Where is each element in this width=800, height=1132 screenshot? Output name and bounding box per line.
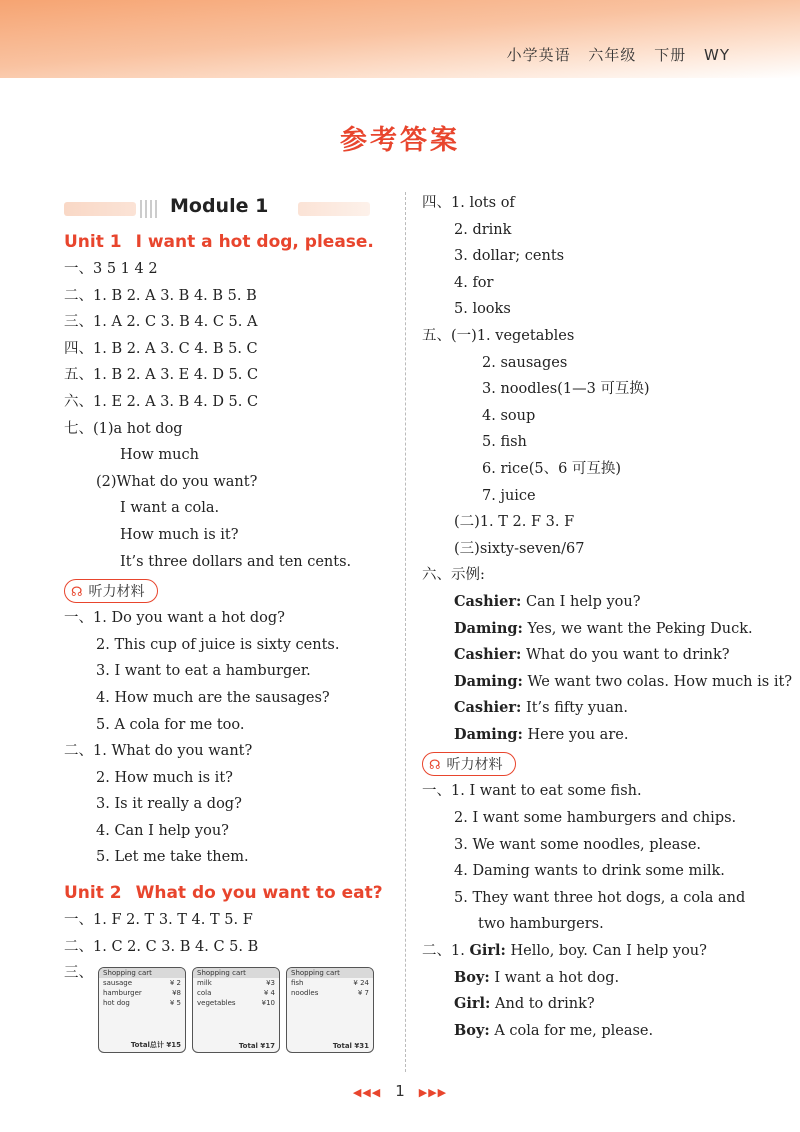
listening-line: 2. This cup of juice is sixty cents. [96, 636, 340, 653]
listening-line: 2. I want some hamburgers and chips. [454, 810, 737, 827]
answer-line: 3. dollar; cents [454, 248, 565, 265]
answer-line: 3. noodles(1—3 可互换) [482, 381, 650, 398]
dialog-line: Cashier: It’s fifty yuan. [454, 699, 628, 717]
left-arrows-icon: ◀◀◀ [352, 1086, 382, 1099]
answer-line: 5. looks [454, 301, 511, 318]
unit2-title: Unit 2 What do you want to eat? [64, 883, 383, 904]
dialog-line: Cashier: What do you want to drink? [454, 646, 730, 664]
listening-line: 5. They want three hot dogs, a cola and [454, 889, 746, 906]
headphones-icon: ☊ [71, 585, 83, 601]
answer-line: 2. drink [454, 221, 512, 238]
column-divider [405, 192, 406, 1072]
answer-line: 二、1. B 2. A 3. B 4. B 5. B [64, 287, 257, 304]
answer-line: 六、1. E 2. A 3. B 4. D 5. C [64, 393, 259, 410]
answer-line: 四、1. lots of [422, 195, 515, 211]
answer-line: 七、(1)a hot dog [64, 420, 183, 437]
answer-line: 三、1. A 2. C 3. B 4. C 5. A [64, 314, 258, 331]
answer-line: 五、1. B 2. A 3. E 4. D 5. C [64, 367, 259, 384]
shopping-carts [98, 967, 394, 1053]
answer-line: 4. for [454, 274, 494, 291]
answer-line: (三)sixty-seven/67 [454, 540, 585, 557]
listening-tag: ☊ 听力材料 [64, 579, 158, 603]
listening-line: 二、1. What do you want? [64, 743, 253, 760]
term: 下册 [654, 46, 687, 64]
answer-line: How much [120, 447, 199, 464]
answer-line: I want a cola. [120, 500, 220, 517]
shopping-cart-card: Shopping cart fish ¥ 24 noodles ¥ 7 Total ¥31 [286, 967, 374, 1053]
answer-line: 二、1. C 2. C 3. B 4. C 5. B [64, 938, 259, 955]
listening-line: 3. Is it really a dog? [96, 796, 242, 813]
dialog-line: Daming: We want two colas. How much is it? [454, 672, 793, 690]
listening-line: 4. How much are the sausages? [96, 689, 330, 706]
listening-line: 3. We want some noodles, please. [454, 836, 702, 853]
listening-line: 一、1. Do you want a hot dog? [64, 610, 285, 627]
module-name: Module 1 [170, 195, 269, 217]
header-info [495, 44, 730, 65]
module-heading [64, 190, 394, 228]
answer-line: 6. rice(5、6 可互换) [482, 460, 622, 477]
answer-line: 5. fish [482, 434, 527, 451]
unit1-title: Unit 1 I want a hot dog, please. [64, 232, 374, 252]
listening-line: two hamburgers. [478, 916, 604, 933]
answer-line: 五、(一)1. vegetables [422, 327, 575, 344]
answer-line: 三、 [64, 965, 93, 982]
dialog-line: 二、1. Girl: Hello, boy. Can I help you? [422, 942, 707, 960]
page-title: 参考答案 [340, 125, 460, 156]
listening-line: 4. Daming wants to drink some milk. [454, 863, 725, 880]
answer-line: How much is it? [120, 526, 239, 543]
answer-line: (2)What do you want? [96, 473, 258, 490]
listening-line: 5. Let me take them. [96, 849, 249, 866]
headphones-icon: ☊ [429, 758, 441, 774]
right-column [422, 190, 793, 1044]
dialog-line: Cashier: Can I help you? [454, 592, 641, 610]
header-band [0, 0, 800, 78]
dialog-line: Daming: Here you are. [454, 725, 629, 743]
shopping-cart-card: Shopping cart sausage ¥ 2 hamburger ¥8 hot dog ¥ 5 Total总计 ¥15 [98, 967, 186, 1053]
subject: 小学英语 [506, 46, 571, 64]
left-column [64, 190, 394, 1053]
listening-line: 5. A cola for me too. [96, 716, 245, 733]
grade: 六年级 [588, 46, 637, 64]
right-arrows-icon: ▶▶▶ [418, 1086, 448, 1099]
shopping-cart-card: Shopping cart milk ¥3 cola ¥ 4 vegetables ¥10 Total ¥17 [192, 967, 280, 1053]
listening-line: 3. I want to eat a hamburger. [96, 663, 311, 680]
listening-line: 一、1. I want to eat some fish. [422, 783, 642, 800]
dialog-line: Boy: A cola for me, please. [454, 1021, 654, 1039]
answer-line: It’s three dollars and ten cents. [120, 553, 352, 570]
edition: WY [704, 46, 730, 64]
dialog-line: Boy: I want a hot dog. [454, 968, 620, 986]
answer-line: 2. sausages [482, 354, 568, 371]
dialog-line: Girl: And to drink? [454, 995, 595, 1013]
listening-line: 2. How much is it? [96, 769, 233, 786]
dialog-line: Daming: Yes, we want the Peking Duck. [454, 619, 753, 637]
answer-line: 4. soup [482, 407, 536, 424]
answer-line: 四、1. B 2. A 3. C 4. B 5. C [64, 340, 258, 357]
answer-line: 六、示例: [422, 567, 485, 584]
answer-line: 7. juice [482, 487, 536, 504]
page-number: ◀◀◀ 1 ▶▶▶ [352, 1082, 448, 1100]
answer-line: (二)1. T 2. F 3. F [454, 514, 575, 531]
listening-tag: ☊ 听力材料 [422, 752, 516, 776]
answer-line: 一、3 5 1 4 2 [64, 261, 158, 277]
answer-line: 一、1. F 2. T 3. T 4. T 5. F [64, 912, 253, 929]
listening-line: 4. Can I help you? [96, 822, 229, 839]
